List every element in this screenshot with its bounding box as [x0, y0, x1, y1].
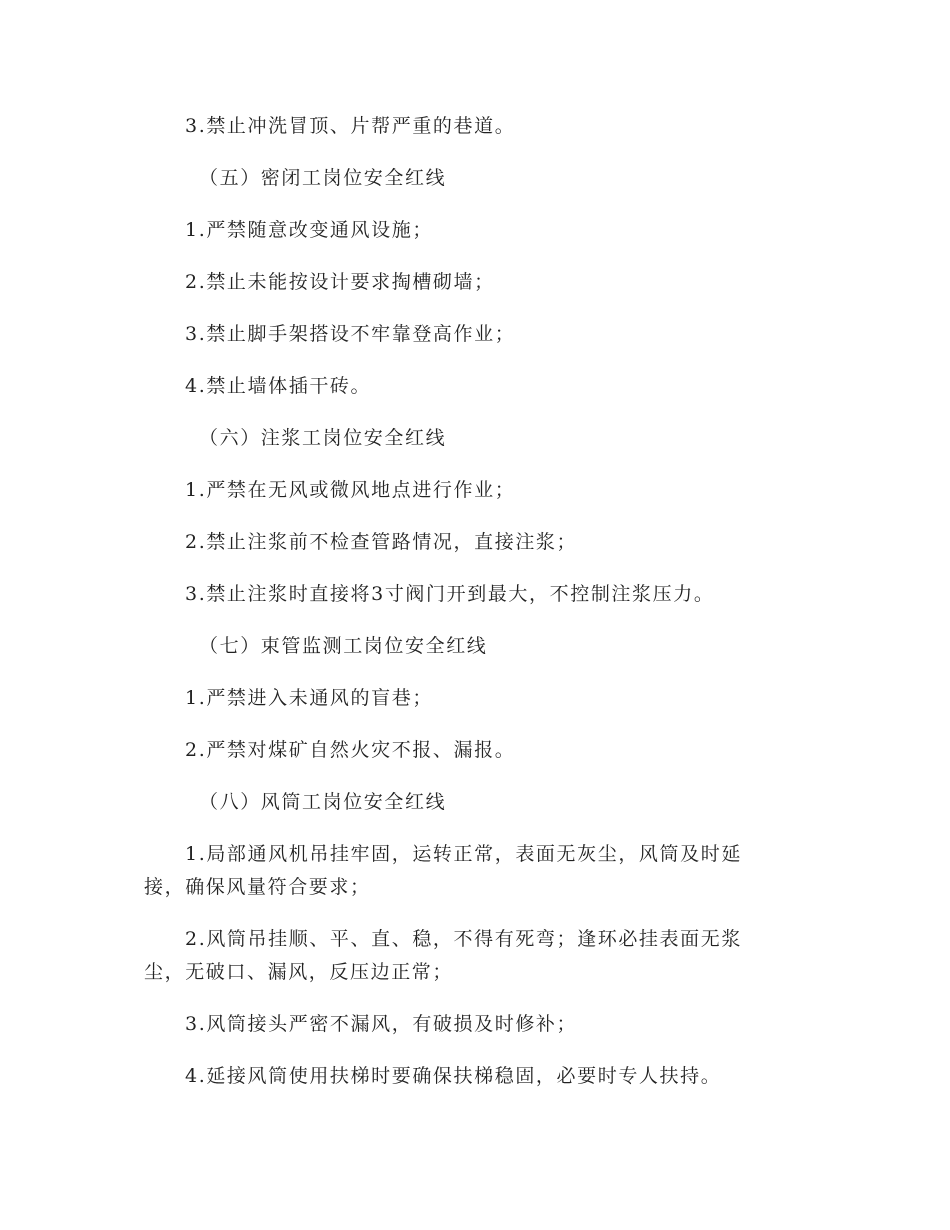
- rule-item: 1.严禁随意改变通风设施；: [185, 219, 433, 241]
- rule-item: 3.风筒接头严密不漏风，有破损及时修补；: [185, 1013, 578, 1035]
- document-body: [144, 110, 776, 1112]
- rule-item: 4.禁止墙体插干砖。: [185, 375, 372, 397]
- rule-item: 2.禁止注浆前不检查管路情况，直接注浆；: [185, 531, 578, 553]
- rule-item: 2.禁止未能按设计要求掏槽砌墙；: [185, 271, 495, 293]
- rule-item: 1.严禁在无风或微风地点进行作业；: [185, 479, 516, 501]
- section-heading: （五）密闭工岗位安全红线: [199, 167, 447, 189]
- rule-item: 1.严禁进入未通风的盲巷；: [185, 687, 433, 709]
- rule-item: 3.禁止冲洗冒顶、片帮严重的巷道。: [185, 115, 516, 137]
- section-heading: （七）束管监测工岗位安全红线: [199, 635, 488, 657]
- rule-item: 4.延接风筒使用扶梯时要确保扶梯稳固，必要时专人扶持。: [185, 1065, 722, 1087]
- rule-item: 1.局部通风机吊挂牢固，运转正常，表面无灰尘，风筒及时延接，确保风量符合要求；: [144, 843, 742, 898]
- section-heading: （六）注浆工岗位安全红线: [199, 427, 447, 449]
- rule-item: 2.严禁对煤矿自然火灾不报、漏报。: [185, 739, 516, 761]
- rule-item: 3.禁止脚手架搭设不牢靠登高作业；: [185, 323, 516, 345]
- rule-item: 2.风筒吊挂顺、平、直、稳，不得有死弯；逢环必挂表面无浆尘，无破口、漏风，反压边正常；: [144, 928, 742, 983]
- section-heading: （八）风筒工岗位安全红线: [199, 791, 447, 813]
- rule-item: 3.禁止注浆时直接将3寸阀门开到最大，不控制注浆压力。: [185, 583, 715, 605]
